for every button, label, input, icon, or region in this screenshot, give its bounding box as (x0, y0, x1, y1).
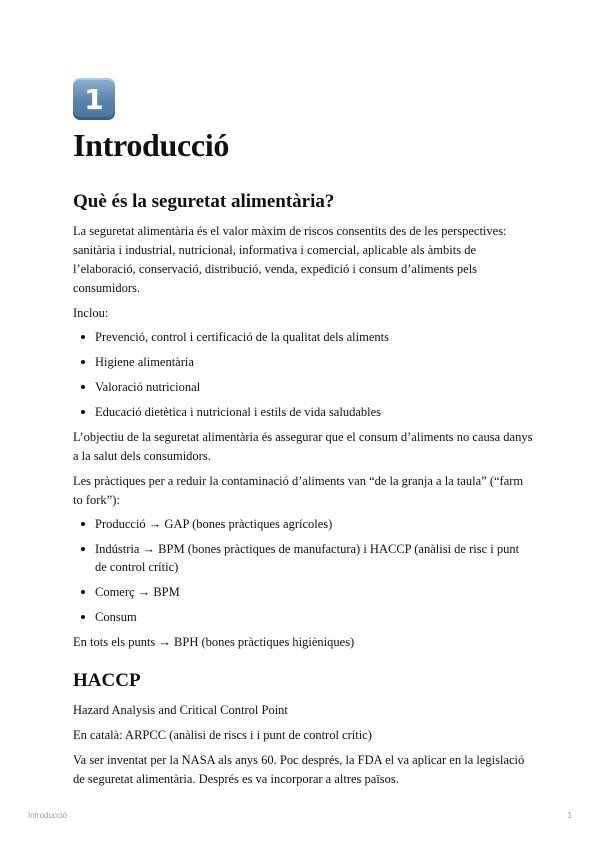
haccp-catalan: En català: ARPCC (anàlisi de riscs i i punt de control crític) (73, 727, 372, 742)
section-heading-haccp: HACCP (73, 669, 141, 691)
section-heading-food-safety: Què és la seguretat alimentària? (73, 191, 335, 213)
page-title: Introducció (73, 127, 230, 163)
list-item: Comerç → BPM (95, 583, 533, 601)
objective-paragraph: L’objectiu de la seguretat alimentària és assegurar que el consum d’aliments no causa danys a la salut dels consumidors. (73, 429, 533, 463)
keycap-digit: 1 (84, 82, 104, 116)
page-footer (28, 811, 572, 820)
page-content (73, 78, 533, 789)
haccp-history: Va ser inventat per la NASA als anys 60. Poc després, la FDA el va aplicar en la legislació de seguretat alimentària. Després es va incorporar a altres països. (73, 752, 525, 786)
footer-section-name: Introducció (28, 811, 68, 820)
includes-list (73, 328, 533, 421)
footer-page-number: 1 (567, 811, 572, 820)
list-item: Producció → GAP (bones pràctiques agrícoles) (95, 515, 533, 533)
list-item: Higiene alimentària (95, 353, 533, 371)
intro-paragraph: La seguretat alimentària és el valor màxim de riscos consentits des de les perspectives: sanitària i industrial, nutricional, informativa i comercial, aplicable als àmbits de l’elaboració, conservació, distribució, venda, expedició i consum d’aliments pels consumidors. (73, 223, 507, 295)
list-item: Educació dietètica i nutricional i estils de vida saludables (95, 403, 533, 421)
haccp-expansion: Hazard Analysis and Critical Control Point (73, 702, 288, 717)
practices-list (73, 515, 533, 626)
list-item: Indústria → BPM (bones pràctiques de manufactura) i HACCP (anàlisi de risc i punt de control crític) (95, 540, 533, 576)
all-points-paragraph: En tots els punts → BPH (bones pràctiques higièniques) (73, 634, 355, 649)
list-item: Prevenció, control i certificació de la qualitat dels aliments (95, 328, 533, 346)
list-item: Valoració nutricional (95, 378, 533, 396)
keycap-digit-one-icon (73, 78, 115, 120)
practices-intro: Les pràctiques per a reduir la contaminació d’aliments van “de la granja a la taula” (“farm to fork”): (73, 473, 524, 507)
list-item: Consum (95, 608, 533, 626)
includes-label: Inclou: (73, 305, 109, 320)
